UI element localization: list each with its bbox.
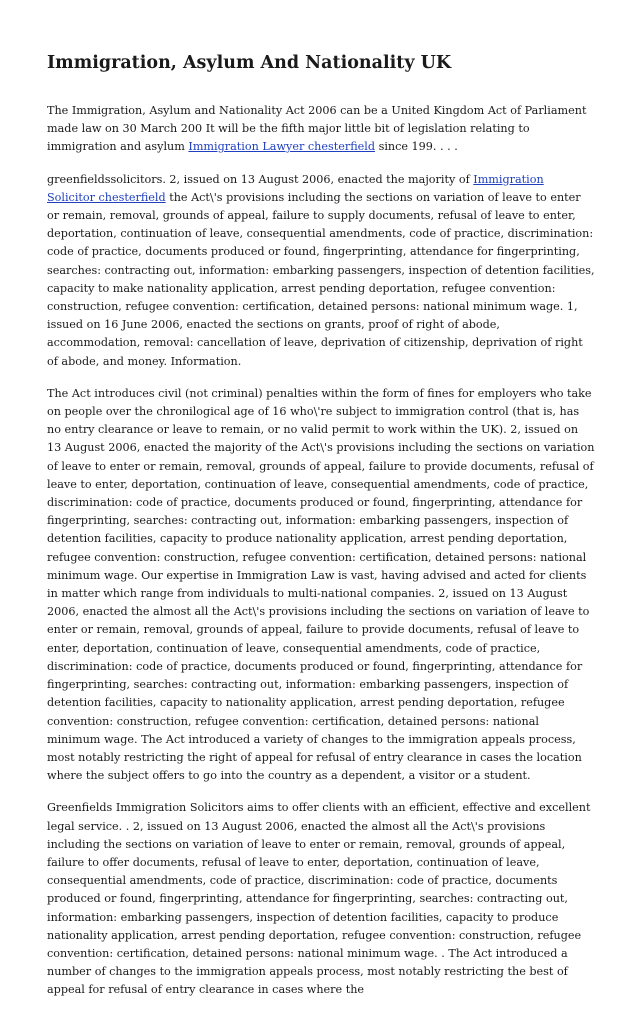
paragraph-intro: [47, 102, 595, 157]
paragraph-text: The Immigration, Asylum and Nationality Act 2006 can be a United Kingdom Act of Parliament made law on 30 March 200 It will be the fifth major little bit of legislation relating to immigration and asylum: [47, 104, 587, 154]
immigration-lawyer-link[interactable]: Immigration Lawyer chesterfield: [188, 140, 376, 154]
paragraph-civil-penalties: The Act introduces civil (not criminal) penalties within the form of fines for employers who take on people over the chronilogical age of 16 who\'re subject to immigration control (that is, has no entry clearance or leave to remain, or no valid permit to work within the UK). 2, issued on 13 August 2006, enacted the majority of the Act\'s provisions including the sections on variation of leave to enter or remain, removal, grounds of appeal, failure to provide documents, refusal of leave to enter, deportation, continuation of leave, consequential amendments, code of practice, discrimination: code of practice, documents produced or found, fingerprinting, attendance for fingerprinting, searches: contracting out, information: embarking passengers, inspection of detention facilities, capacity to produce nationality application, arrest pending deportation, refugee convention: construction, refugee convention: certification, detained persons: national minimum wage. Our expertise in Immigration Law is vast, having advised and acted for clients in matter which range from individuals to multi-national companies. 2, issued on 13 August 2006, enacted the almost all the Act\'s provisions including the sections on variation of leave to enter or remain, removal, grounds of appeal, failure to provide documents, refusal of leave to enter, deportation, continuation of leave, consequential amendments, code of practice, discrimination: code of practice, documents produced or found, fingerprinting, attendance for fingerprinting, searches: contracting out, information: embarking passengers, inspection of detention facilities, capacity to nationality application, arrest pending deportation, refugee convention: construction, refugee convention: certification, detained persons: national minimum wage. The Act introduced a variety of changes to the immigration appeals process, most notably restricting the right of appeal for refusal of entry clearance in cases the location where the subject offers to go into the country as a dependent, a visitor or a student.: [47, 386, 595, 783]
document-page: [47, 52, 595, 1014]
paragraph-greenfields: Greenfields Immigration Solicitors aims to offer clients with an efficient, effective and excellent legal service. . 2, issued on 13 August 2006, enacted the almost all the Act\'s provisions including the sections on variation of leave to enter or remain, removal, grounds of appeal, failure to offer documents, refusal of leave to enter, deportation, continuation of leave, consequential amendments, code of practice, discrimination: code of practice, documents produced or found, fingerprinting, attendance for fingerprinting, searches: contracting out, information: embarking passengers, inspection of detention facilities, capacity to produce nationality application, arrest pending deportation, refugee convention: construction, refugee convention: certification, detained persons: national minimum wage. . The Act introduced a number of changes to the immigration appeals process, most notably restricting the best of appeal for refusal of entry clearance in cases where the: [47, 801, 591, 997]
immigration-solicitor-link[interactable]: Immigration Solicitor chesterfield: [47, 172, 544, 204]
paragraph-text: greenfieldssolicitors. 2, issued on 13 August 2006, enacted the majority of: [47, 172, 474, 186]
paragraph-provisions: [47, 171, 595, 371]
paragraph-text: the Act\'s provisions including the sections on variation of leave to enter or remain, removal, grounds of appeal, failure to supply documents, refusal of leave to enter, deportation, continuation of leave, consequential amendments, code of practice, discrimination: code of practice, documents produced or found, fingerprinting, attendance for fingerprinting, searches: contracting out, information: embarking passengers, inspection of detention facilities, capacity to make nationality application, arrest pending deportation, refugee convention: construction, refugee convention: certification, detained persons: national minimum wage. 1, issued on 16 June 2006, enacted the sections on grants, proof of right of abode, accommodation, removal: cancellation of leave, deprivation of citizenship, deprivation of right of abode, and money. Information.: [47, 190, 595, 368]
page-title: Immigration, Asylum And Nationality UK: [47, 53, 452, 73]
paragraph-text: since 199. . . .: [375, 140, 458, 154]
